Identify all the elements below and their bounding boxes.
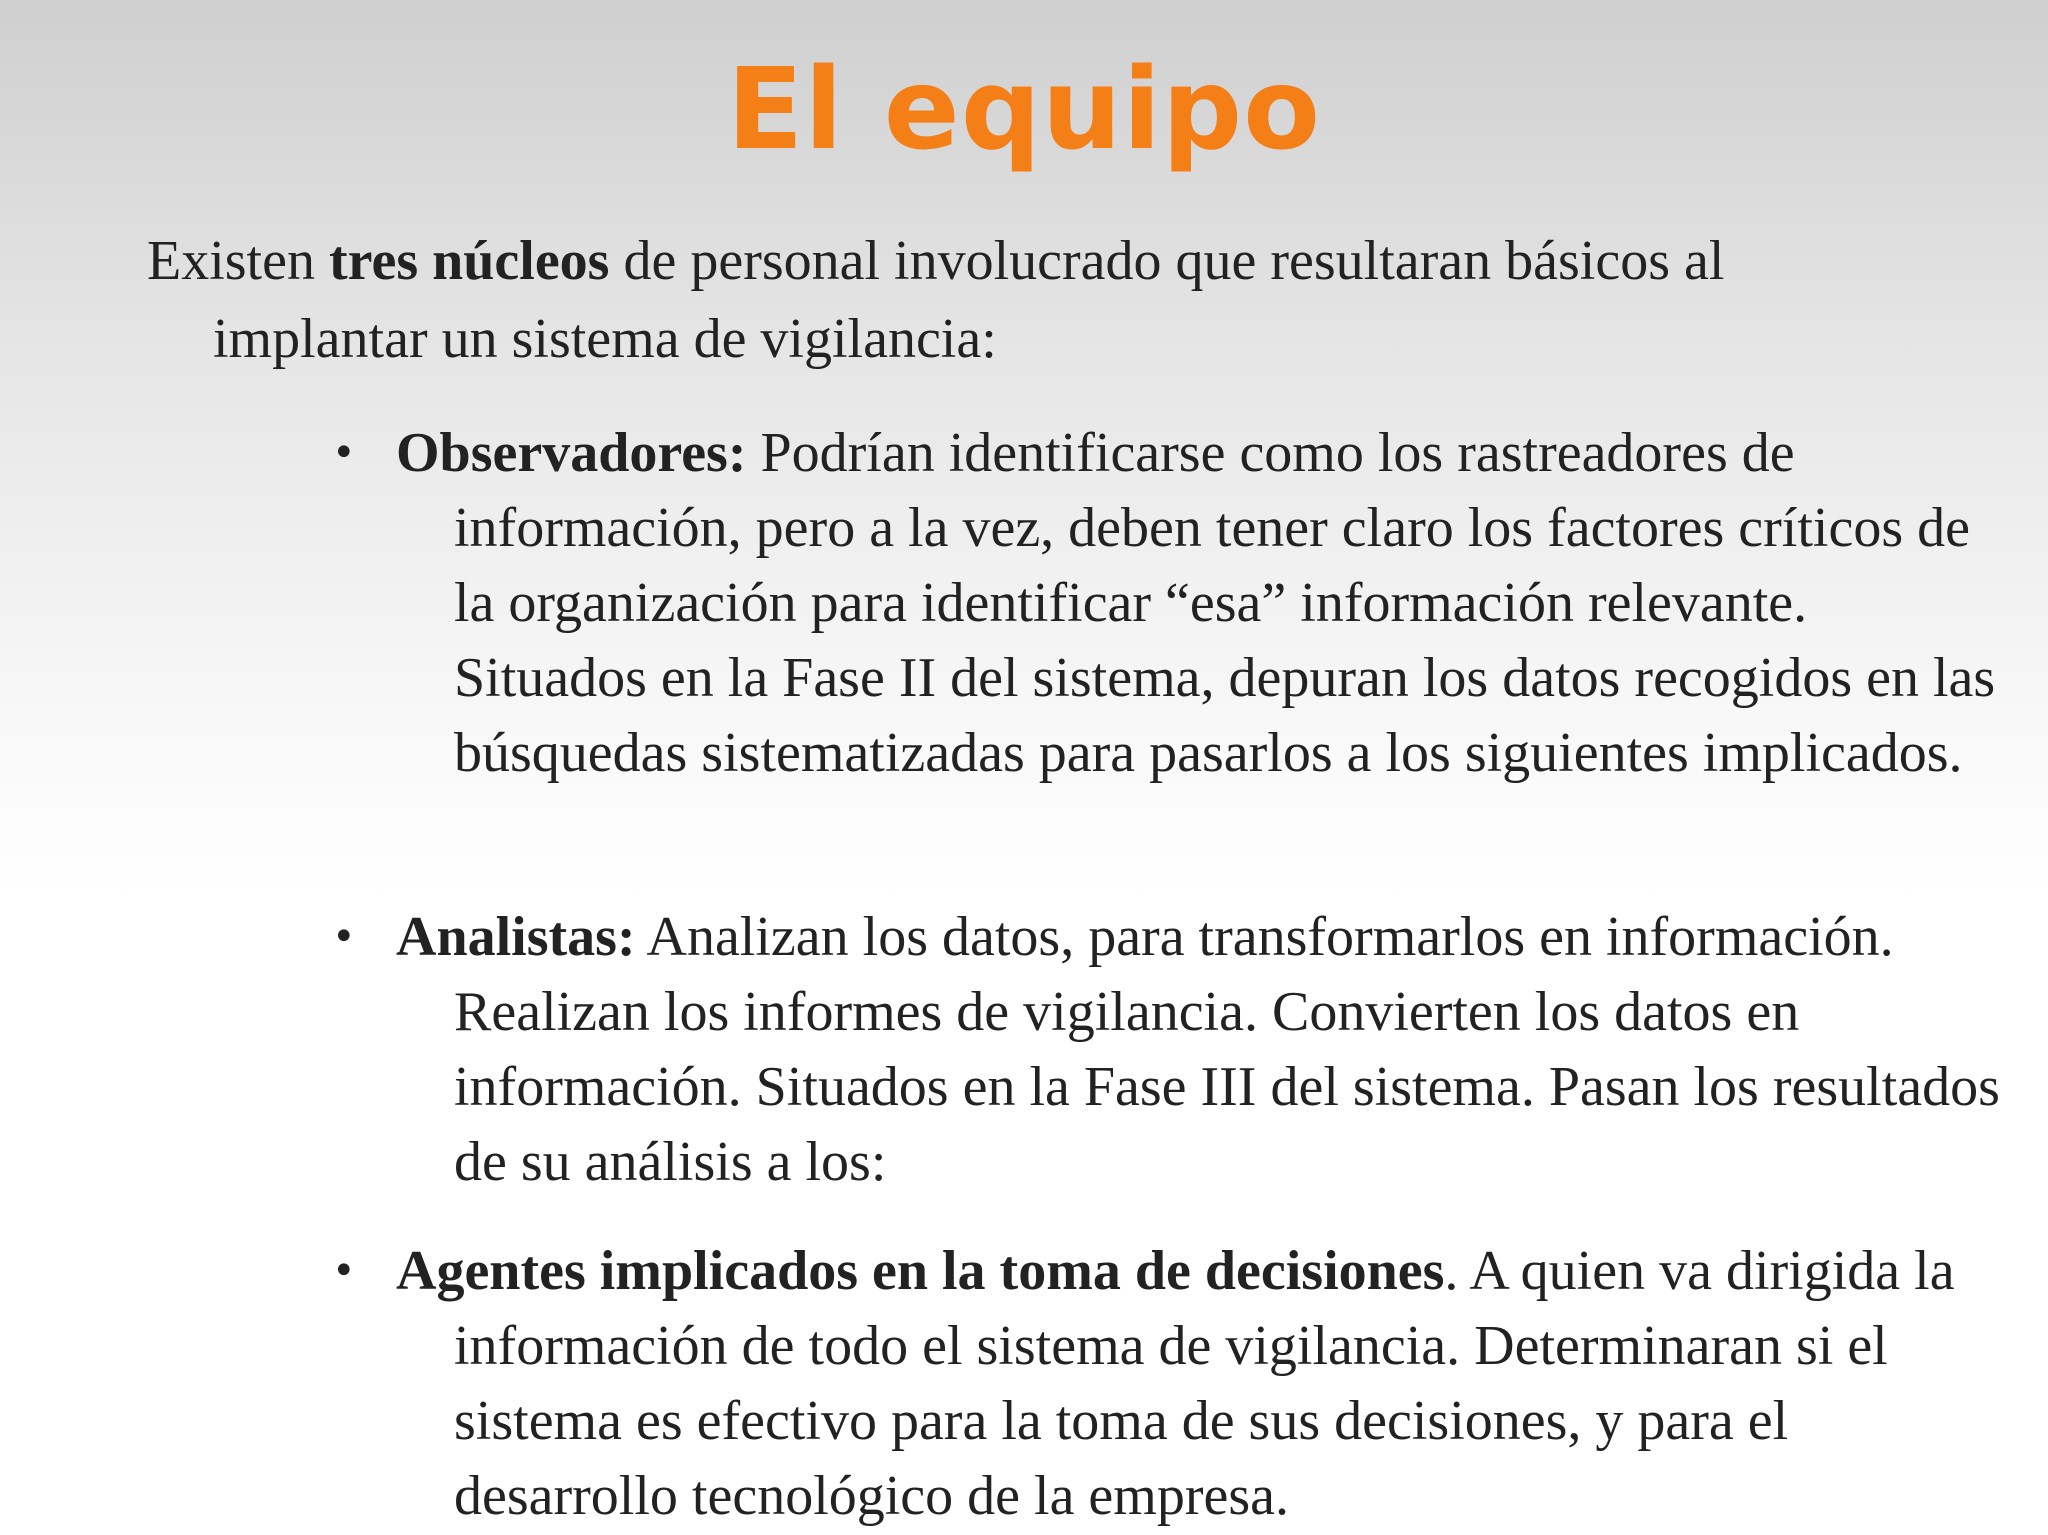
intro-text-start: Existen [147, 230, 329, 292]
bullet-term: Analistas: [396, 906, 636, 968]
bullet-item-analistas [332, 900, 2014, 1200]
bullet-term: Observadores: [396, 422, 747, 484]
bullet-term: Agentes implicados en la toma de decisiones [396, 1240, 1445, 1302]
intro-highlight: tres núcleos [328, 230, 610, 292]
bullet-item-observadores [332, 416, 2014, 791]
bullet-description: Podrían identificarse como los rastreadores de información, pero a la vez, deben tener claro los factores críticos de la organización para identificar “esa” información relevante. Situados en la Fase II del sistema, depuran los datos recogidos en las búsquedas sistematizadas para pasarlos a los siguientes implicados. [454, 422, 1996, 784]
intro-text-end: de personal involucrado que resultaran básicos al implantar un sistema de vigilancia: [213, 230, 1725, 370]
bullet-dot-icon: • [332, 1248, 356, 1294]
bullet-dot-icon: • [332, 430, 356, 476]
bullet-item-agentes [332, 1234, 2014, 1534]
slide-title: El equipo [726, 45, 1322, 175]
bullet-dot-icon: • [332, 914, 356, 960]
bullet-description: . A quien va dirigida la información de todo el sistema de vigilancia. Determinaran si el sistema es efectivo para la toma de sus decisiones, y para el desarrollo tecnológico de la empresa. [454, 1240, 1955, 1527]
intro-paragraph [147, 222, 1953, 378]
bullet-description: Analizan los datos, para transformarlos en información. Realizan los informes de vigilancia. Convierten los datos en información. Situados en la Fase III del sistema. Pasan los resultados de su análisis a los: [454, 906, 2000, 1193]
